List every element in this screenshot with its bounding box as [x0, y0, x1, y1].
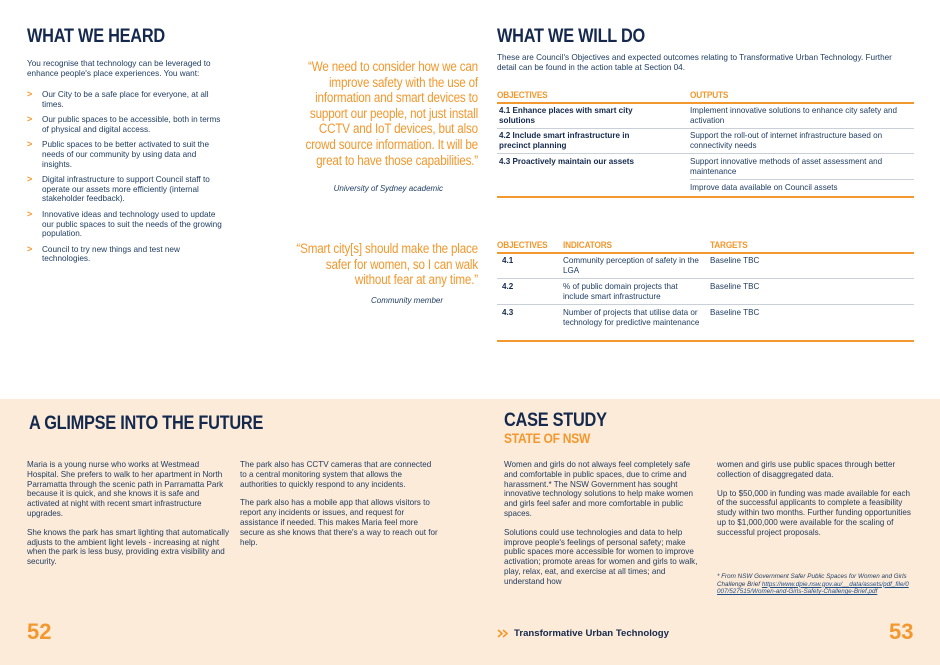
what-we-will-do-intro: These are Council's Objectives and expected outcomes relating to Transformative Urban Technology. Further detail can be found in the action table at Section 04.: [497, 53, 892, 72]
table-header-rule: [497, 252, 914, 254]
glimpse-column-1: [27, 460, 230, 576]
footer-section: [497, 628, 669, 639]
list-item: > Public spaces to be better activated to suit the needs of our community by using data and insights.: [27, 139, 210, 169]
what-we-heard-list: [27, 90, 227, 270]
double-chevron-icon: [497, 629, 509, 638]
table-row-target: Baseline TBC: [710, 282, 760, 291]
list-item: > Council to try new things and test new technologies.: [27, 243, 180, 264]
table-header-indicators: INDICATORS: [563, 239, 612, 250]
page-number-right: 53: [889, 619, 914, 644]
table-header-outputs: OUTPUTS: [690, 89, 729, 100]
chevron-right-icon: >: [27, 243, 33, 254]
table-divider: [497, 278, 914, 279]
table-row-indicator: Community perception of safety in the LGA: [563, 256, 699, 275]
what-we-heard-intro: You recognise that technology can be leveraged to enhance people's place experiences. You want:: [27, 59, 211, 78]
table-row-output: Support the roll-out of internet infrastructure based on connectivity needs: [690, 131, 883, 150]
footer-section-label: Transformative Urban Technology: [514, 628, 669, 639]
table-row-output: Improve data available on Council assets: [690, 183, 838, 192]
case-study-column-2: [717, 460, 912, 547]
table-header-objectives: OBJECTIVES: [497, 89, 548, 100]
chevron-right-icon: >: [27, 174, 33, 185]
glimpse-title: A GLIMPSE INTO THE FUTURE: [29, 413, 264, 434]
table-divider: [497, 128, 914, 129]
table-row-objective: 4.2 Include smart infrastructure in precinct planning: [499, 131, 630, 150]
table-header-objectives: OBJECTIVES: [497, 239, 548, 250]
table-row-objective: 4.3 Proactively maintain our assets: [499, 157, 634, 166]
table-divider: [497, 153, 914, 154]
quote-academic: “We need to consider how we can improve safety with the use of information and smart devices to support our people, not just install CCTV and IoT devices, but also crowd source information. It will be great to have those capabilities.”: [305, 59, 478, 169]
footnote-link[interactable]: https://www.dpie.nsw.gov.au/__data/assets/pdf_file/0007/527515/Women-and-Girls-Safety-Challenge-Brief.pdf: [717, 580, 909, 596]
quote-community: “Smart city[s] should make the place safer for women, so I can walk without fear at any time.”: [296, 241, 478, 289]
table-row-indicator: Number of projects that utilise data or technology for predictive maintenance: [563, 308, 700, 327]
table-row-objective: 4.2: [502, 282, 514, 291]
paragraph: Women and girls do not always feel completely safe and comfortable in public spaces, due to crime and harassment.* The NSW Government has sought innovative technology solutions to help make women and girls feel safer and more comfortable in public spaces.: [504, 460, 693, 518]
chevron-right-icon: >: [27, 208, 33, 219]
quote-academic-attribution: University of Sydney academic: [333, 184, 443, 193]
paragraph: Solutions could use technologies and data to help improve people's feelings of personal safety; make public spaces more accessible for women to improve activation; promote areas for women and girls to walk, play, relax, eat, and exercise at all times; and understand how: [504, 527, 698, 586]
table-bottom-rule: [497, 196, 914, 198]
table-bottom-rule: [497, 340, 914, 342]
chevron-right-icon: >: [27, 139, 33, 150]
what-we-heard-title: WHAT WE HEARD: [27, 26, 165, 47]
list-item: > Our public spaces to be accessible, both in terms of physical and digital access.: [27, 114, 221, 134]
case-study-footnote: * From NSW Government Safer Public Spaces for Women and Girls Challenge Brief https://www.dpie.nsw.gov.au/__data/assets/pdf_file/0007/527515/Women-and-Girls-Safety-Challenge-Brief.pdf: [717, 573, 909, 596]
list-item: > Our City to be a safe place for everyone, at all times.: [27, 89, 209, 109]
paragraph: She knows the park has smart lighting that automatically adjusts to the ambient light levels - increasing at night when the park is less busy, providing extra visibility and security.: [27, 527, 229, 567]
page-number-left: 52: [27, 619, 52, 644]
list-item: > Innovative ideas and technology used to update our public spaces to suit the needs of the growing population.: [27, 208, 222, 239]
chevron-right-icon: >: [27, 89, 33, 99]
table-divider: [497, 304, 914, 305]
table-divider: [690, 179, 914, 180]
table-header-rule: [497, 102, 914, 104]
table-row-output: Support innovative methods of asset assessment and maintenance: [690, 157, 883, 176]
case-study-column-1: [504, 460, 702, 596]
what-we-will-do-title: WHAT WE WILL DO: [497, 26, 646, 47]
table-row-target: Baseline TBC: [710, 308, 760, 317]
table-row-objective: 4.1 Enhance places with smart city solutions: [499, 106, 633, 125]
paragraph: The park also has a mobile app that allows visitors to report any incidents or issues, and request for assistance if needed. This makes Maria feel more secure as she knows that there's a way to reach out for help.: [240, 498, 438, 547]
quote-community-attribution: Community member: [370, 296, 443, 305]
list-item: > Digital infrastructure to support Council staff to operate our assets more efficiently (internal stakeholder feedback).: [27, 174, 210, 204]
table-row-indicator: % of public domain projects that include smart infrastructure: [563, 282, 678, 301]
paragraph: The park also has CCTV cameras that are connected to a central monitoring system that allows the authorities to quickly respond to any incidents.: [240, 460, 432, 489]
case-study-title: CASE STUDY: [504, 410, 607, 431]
chevron-right-icon: >: [27, 114, 33, 125]
table-row-objective: 4.1: [502, 256, 514, 265]
case-study-subtitle: STATE OF NSW: [504, 430, 591, 446]
table-row-output: Implement innovative solutions to enhance city safety and activation: [690, 106, 897, 125]
paragraph: women and girls use public spaces through better collection of disaggregated data.: [717, 460, 896, 479]
table-header-targets: TARGETS: [710, 239, 748, 250]
glimpse-column-2: [240, 460, 440, 556]
table-row-target: Baseline TBC: [710, 256, 760, 265]
table-row-objective: 4.3: [502, 308, 514, 317]
paragraph: Up to $50,000 in funding was made available for each of the successful applicants to complete a feasibility study within two months. Further funding opportunities up to $1,000,000 were available for the scaling of successful project proposals.: [717, 488, 911, 537]
paragraph: Maria is a young nurse who works at Westmead Hospital. She prefers to walk to her apartment in North Parramatta through the scenic path in Parramatta Park because it is quick, and she knows it is safe and activated at night with recent smart infrastructure upgrades.: [27, 460, 224, 518]
